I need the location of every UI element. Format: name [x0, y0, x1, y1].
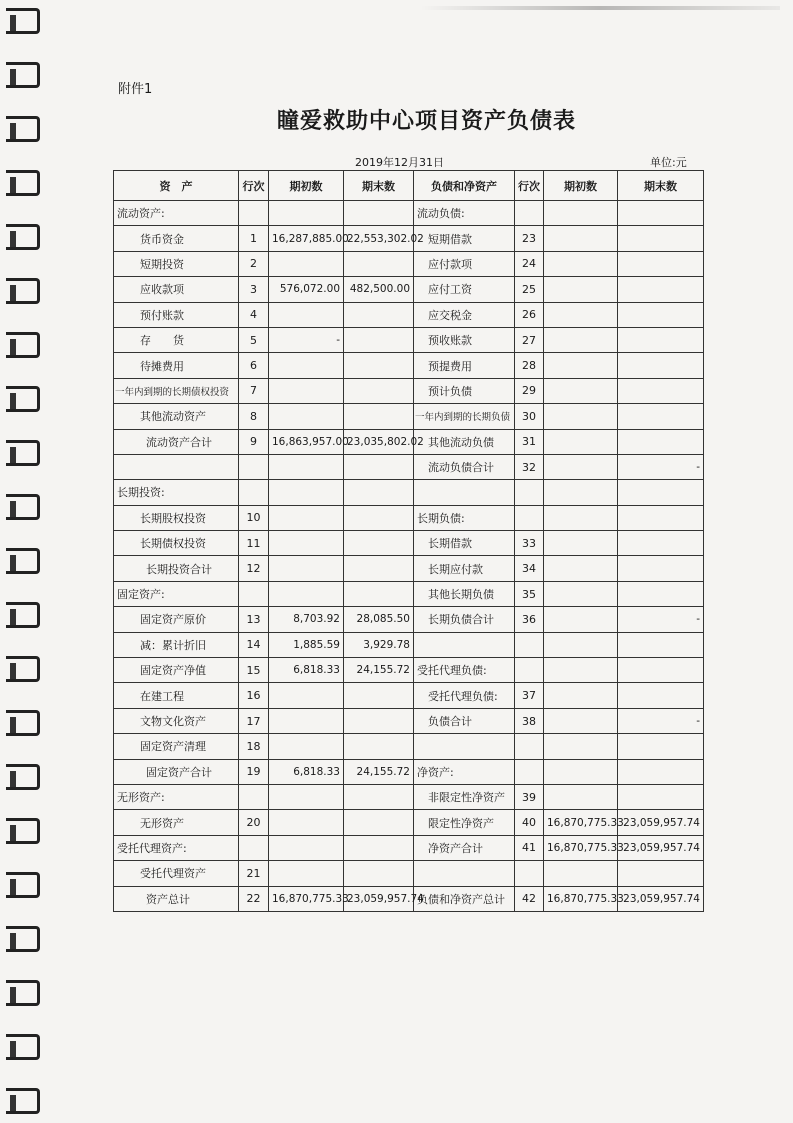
asset-line-no: 5	[239, 327, 269, 352]
asset-end-value	[344, 201, 414, 226]
liability-begin-value	[544, 327, 618, 352]
liability-line-no: 24	[515, 251, 544, 276]
binding-ring	[6, 1034, 40, 1060]
table-row	[114, 632, 704, 657]
liability-begin-value: 16,870,775.33	[544, 810, 618, 835]
asset-end-value	[344, 683, 414, 708]
asset-line-no: 15	[239, 658, 269, 683]
asset-end-value	[344, 404, 414, 429]
table-row	[114, 226, 704, 251]
liability-begin-value	[544, 480, 618, 505]
asset-line-no: 10	[239, 505, 269, 530]
asset-begin-value	[269, 480, 344, 505]
liability-begin-value	[544, 505, 618, 530]
binding-ring	[6, 764, 40, 790]
liability-label: 受托代理负债:	[414, 658, 515, 683]
liability-begin-value	[544, 251, 618, 276]
table-row	[114, 683, 704, 708]
asset-begin-value	[269, 581, 344, 606]
asset-label: 长期投资:	[114, 480, 239, 505]
scan-smudge	[420, 6, 780, 10]
liability-label: 预收账款	[414, 327, 515, 352]
asset-end-value	[344, 302, 414, 327]
asset-begin-value: 6,818.33	[269, 658, 344, 683]
asset-line-no: 22	[239, 886, 269, 911]
liability-begin-value	[544, 658, 618, 683]
asset-label: 固定资产:	[114, 581, 239, 606]
liability-label: 负债合计	[414, 708, 515, 733]
liability-begin-value	[544, 378, 618, 403]
liability-line-no: 26	[515, 302, 544, 327]
asset-begin-value	[269, 353, 344, 378]
currency-unit: 单位:元	[650, 156, 687, 169]
table-row	[114, 302, 704, 327]
asset-label: 资产总计	[114, 886, 239, 911]
asset-begin-value: 1,885.59	[269, 632, 344, 657]
asset-begin-value	[269, 454, 344, 479]
balance-sheet-table	[113, 170, 704, 912]
liability-line-no: 25	[515, 277, 544, 302]
table-row	[114, 784, 704, 809]
asset-line-no: 4	[239, 302, 269, 327]
binding-ring	[6, 386, 40, 412]
binding-ring	[6, 926, 40, 952]
liability-begin-value	[544, 632, 618, 657]
liability-end-value	[618, 556, 704, 581]
liability-begin-value	[544, 201, 618, 226]
liability-end-value: 23,059,957.74	[618, 886, 704, 911]
liability-begin-value	[544, 861, 618, 886]
table-row	[114, 201, 704, 226]
liability-line-no	[515, 201, 544, 226]
asset-end-value: 28,085.50	[344, 607, 414, 632]
liability-begin-value	[544, 556, 618, 581]
spiral-binding	[0, 0, 50, 1123]
liability-begin-value	[544, 302, 618, 327]
asset-begin-value	[269, 404, 344, 429]
binding-ring	[6, 980, 40, 1006]
liability-line-no: 41	[515, 835, 544, 860]
liability-end-value: 23,059,957.74	[618, 835, 704, 860]
asset-line-no: 1	[239, 226, 269, 251]
header-line-no-2: 行次	[515, 171, 544, 201]
asset-line-no: 3	[239, 277, 269, 302]
liability-label: 应付款项	[414, 251, 515, 276]
asset-line-no	[239, 835, 269, 860]
table-row	[114, 327, 704, 352]
asset-line-no: 12	[239, 556, 269, 581]
asset-label: 长期投资合计	[114, 556, 239, 581]
asset-label: 固定资产合计	[114, 759, 239, 784]
asset-begin-value	[269, 201, 344, 226]
liability-line-no	[515, 861, 544, 886]
asset-label: 其他流动资产	[114, 404, 239, 429]
asset-label: 存 货	[114, 327, 239, 352]
binding-ring	[6, 1088, 40, 1114]
asset-end-value	[344, 378, 414, 403]
liability-label	[414, 632, 515, 657]
liability-label: 预提费用	[414, 353, 515, 378]
asset-label: 固定资产清理	[114, 734, 239, 759]
asset-end-value	[344, 454, 414, 479]
asset-end-value: 24,155.72	[344, 759, 414, 784]
binding-ring	[6, 494, 40, 520]
liability-line-no	[515, 505, 544, 530]
asset-label: 待摊费用	[114, 353, 239, 378]
asset-end-value	[344, 810, 414, 835]
asset-line-no: 19	[239, 759, 269, 784]
asset-line-no: 9	[239, 429, 269, 454]
report-date: 2019年12月31日	[355, 156, 444, 169]
header-end: 期末数	[344, 171, 414, 201]
header-begin: 期初数	[269, 171, 344, 201]
liability-begin-value: 16,870,775.33	[544, 835, 618, 860]
liability-end-value	[618, 759, 704, 784]
liability-line-no: 34	[515, 556, 544, 581]
binding-ring	[6, 62, 40, 88]
liability-line-no: 38	[515, 708, 544, 733]
asset-begin-value: 16,863,957.00	[269, 429, 344, 454]
asset-line-no: 7	[239, 378, 269, 403]
asset-label: 流动资产:	[114, 201, 239, 226]
asset-end-value	[344, 734, 414, 759]
binding-ring	[6, 548, 40, 574]
asset-begin-value: 16,287,885.00	[269, 226, 344, 251]
liability-line-no: 39	[515, 784, 544, 809]
table-row	[114, 886, 704, 911]
liability-line-no	[515, 632, 544, 657]
asset-end-value: 3,929.78	[344, 632, 414, 657]
liability-begin-value	[544, 784, 618, 809]
asset-begin-value	[269, 251, 344, 276]
asset-label: 受托代理资产:	[114, 835, 239, 860]
asset-end-value	[344, 784, 414, 809]
table-row	[114, 404, 704, 429]
liability-line-no: 28	[515, 353, 544, 378]
liability-label: 非限定性净资产	[414, 784, 515, 809]
asset-begin-value	[269, 734, 344, 759]
asset-begin-value	[269, 810, 344, 835]
liability-label: 短期借款	[414, 226, 515, 251]
liability-label: 净资产合计	[414, 835, 515, 860]
asset-begin-value	[269, 378, 344, 403]
liability-end-value	[618, 531, 704, 556]
binding-ring	[6, 818, 40, 844]
table-row	[114, 454, 704, 479]
asset-begin-value: -	[269, 327, 344, 352]
liability-end-value	[618, 658, 704, 683]
table-row	[114, 429, 704, 454]
asset-label	[114, 454, 239, 479]
table-row	[114, 708, 704, 733]
asset-begin-value	[269, 505, 344, 530]
liability-label: 长期负债合计	[414, 607, 515, 632]
liability-end-value	[618, 378, 704, 403]
liability-line-no	[515, 759, 544, 784]
liability-label: 流动负债:	[414, 201, 515, 226]
asset-label: 减：累计折旧	[114, 632, 239, 657]
asset-line-no: 2	[239, 251, 269, 276]
header-liabilities: 负债和净资产	[414, 171, 515, 201]
liability-end-value	[618, 683, 704, 708]
table-row	[114, 277, 704, 302]
table-row	[114, 607, 704, 632]
asset-label: 应收款项	[114, 277, 239, 302]
asset-line-no	[239, 784, 269, 809]
liability-begin-value	[544, 404, 618, 429]
asset-label: 货币资金	[114, 226, 239, 251]
table-row	[114, 810, 704, 835]
attachment-label: 附件1	[118, 82, 153, 97]
asset-line-no: 14	[239, 632, 269, 657]
liability-begin-value	[544, 226, 618, 251]
asset-label: 长期债权投资	[114, 531, 239, 556]
asset-line-no: 18	[239, 734, 269, 759]
asset-end-value: 23,059,957.74	[344, 886, 414, 911]
liability-end-value: -	[618, 607, 704, 632]
asset-label: 无形资产	[114, 810, 239, 835]
asset-label: 预付账款	[114, 302, 239, 327]
table-header-row	[114, 171, 704, 201]
asset-begin-value: 8,703.92	[269, 607, 344, 632]
liability-begin-value	[544, 683, 618, 708]
liability-line-no	[515, 734, 544, 759]
asset-label: 受托代理资产	[114, 861, 239, 886]
asset-begin-value	[269, 683, 344, 708]
liability-label: 长期负债:	[414, 505, 515, 530]
liability-end-value	[618, 302, 704, 327]
liability-end-value	[618, 327, 704, 352]
asset-end-value	[344, 581, 414, 606]
asset-begin-value	[269, 708, 344, 733]
header-end-2: 期末数	[618, 171, 704, 201]
asset-begin-value: 576,072.00	[269, 277, 344, 302]
liability-begin-value	[544, 734, 618, 759]
table-row	[114, 505, 704, 530]
liability-end-value	[618, 201, 704, 226]
asset-begin-value	[269, 556, 344, 581]
liability-line-no: 31	[515, 429, 544, 454]
asset-line-no	[239, 201, 269, 226]
liability-line-no: 23	[515, 226, 544, 251]
asset-line-no	[239, 581, 269, 606]
asset-line-no	[239, 480, 269, 505]
header-begin-2: 期初数	[544, 171, 618, 201]
asset-label: 固定资产原价	[114, 607, 239, 632]
liability-label	[414, 480, 515, 505]
binding-ring	[6, 224, 40, 250]
liability-begin-value	[544, 277, 618, 302]
asset-line-no: 20	[239, 810, 269, 835]
liability-label: 应交税金	[414, 302, 515, 327]
asset-label: 无形资产:	[114, 784, 239, 809]
table-row	[114, 353, 704, 378]
liability-end-value	[618, 480, 704, 505]
asset-end-value	[344, 861, 414, 886]
asset-begin-value	[269, 861, 344, 886]
liability-end-value: 23,059,957.74	[618, 810, 704, 835]
asset-label: 固定资产净值	[114, 658, 239, 683]
table-row	[114, 581, 704, 606]
asset-end-value	[344, 505, 414, 530]
table-row	[114, 861, 704, 886]
binding-ring	[6, 440, 40, 466]
table-row	[114, 658, 704, 683]
table-row	[114, 251, 704, 276]
liability-label: 长期借款	[414, 531, 515, 556]
liability-line-no: 32	[515, 454, 544, 479]
liability-label: 应付工资	[414, 277, 515, 302]
binding-ring	[6, 332, 40, 358]
table-row	[114, 734, 704, 759]
liability-label: 受托代理负债:	[414, 683, 515, 708]
liability-end-value	[618, 784, 704, 809]
liability-line-no	[515, 658, 544, 683]
asset-label: 短期投资	[114, 251, 239, 276]
liability-line-no: 42	[515, 886, 544, 911]
table-row	[114, 378, 704, 403]
asset-line-no: 21	[239, 861, 269, 886]
liability-end-value	[618, 505, 704, 530]
table-row	[114, 759, 704, 784]
liability-line-no: 35	[515, 581, 544, 606]
liability-line-no: 33	[515, 531, 544, 556]
asset-end-value	[344, 480, 414, 505]
liability-end-value	[618, 861, 704, 886]
asset-begin-value	[269, 531, 344, 556]
asset-line-no: 17	[239, 708, 269, 733]
asset-line-no: 13	[239, 607, 269, 632]
binding-ring	[6, 710, 40, 736]
liability-line-no: 40	[515, 810, 544, 835]
asset-end-value: 482,500.00	[344, 277, 414, 302]
liability-begin-value	[544, 708, 618, 733]
table-row	[114, 480, 704, 505]
asset-begin-value	[269, 835, 344, 860]
liability-end-value	[618, 632, 704, 657]
liability-begin-value	[544, 581, 618, 606]
asset-line-no: 8	[239, 404, 269, 429]
asset-label: 一年内到期的长期债权投资	[114, 378, 239, 403]
liability-end-value	[618, 226, 704, 251]
header-assets: 资 产	[114, 171, 239, 201]
liability-line-no: 37	[515, 683, 544, 708]
liability-label: 长期应付款	[414, 556, 515, 581]
liability-begin-value	[544, 531, 618, 556]
liability-label: 负债和净资产总计	[414, 886, 515, 911]
liability-line-no	[515, 480, 544, 505]
liability-end-value: -	[618, 708, 704, 733]
liability-end-value	[618, 277, 704, 302]
liability-line-no: 27	[515, 327, 544, 352]
asset-begin-value	[269, 784, 344, 809]
asset-end-value	[344, 556, 414, 581]
asset-label: 流动资产合计	[114, 429, 239, 454]
liability-end-value	[618, 353, 704, 378]
liability-begin-value	[544, 353, 618, 378]
asset-end-value: 22,553,302.02	[344, 226, 414, 251]
liability-line-no: 30	[515, 404, 544, 429]
header-line-no: 行次	[239, 171, 269, 201]
liability-end-value: -	[618, 454, 704, 479]
asset-end-value	[344, 251, 414, 276]
liability-end-value	[618, 734, 704, 759]
asset-end-value	[344, 353, 414, 378]
liability-label: 其他长期负债	[414, 581, 515, 606]
liability-end-value	[618, 581, 704, 606]
asset-line-no	[239, 454, 269, 479]
asset-end-value: 24,155.72	[344, 658, 414, 683]
liability-begin-value	[544, 429, 618, 454]
liability-begin-value	[544, 759, 618, 784]
asset-end-value	[344, 835, 414, 860]
page-title: 瞳爱救助中心项目资产负债表	[276, 109, 576, 134]
asset-label: 长期股权投资	[114, 505, 239, 530]
binding-ring	[6, 602, 40, 628]
liability-label	[414, 734, 515, 759]
asset-end-value	[344, 327, 414, 352]
asset-line-no: 11	[239, 531, 269, 556]
asset-end-value	[344, 708, 414, 733]
asset-end-value: 23,035,802.02	[344, 429, 414, 454]
asset-line-no: 6	[239, 353, 269, 378]
liability-line-no: 36	[515, 607, 544, 632]
binding-ring	[6, 170, 40, 196]
asset-end-value	[344, 531, 414, 556]
liability-label: 其他流动负债	[414, 429, 515, 454]
liability-end-value	[618, 251, 704, 276]
liability-begin-value	[544, 607, 618, 632]
binding-ring	[6, 656, 40, 682]
liability-label	[414, 861, 515, 886]
liability-label: 预计负债	[414, 378, 515, 403]
asset-begin-value: 6,818.33	[269, 759, 344, 784]
table-row	[114, 531, 704, 556]
liability-label: 净资产:	[414, 759, 515, 784]
asset-label: 在建工程	[114, 683, 239, 708]
liability-label: 限定性净资产	[414, 810, 515, 835]
asset-begin-value: 16,870,775.33	[269, 886, 344, 911]
liability-label: 流动负债合计	[414, 454, 515, 479]
table-row	[114, 556, 704, 581]
liability-begin-value	[544, 454, 618, 479]
binding-ring	[6, 8, 40, 34]
liability-label: 一年内到期的长期负债	[414, 404, 515, 429]
asset-begin-value	[269, 302, 344, 327]
binding-ring	[6, 872, 40, 898]
liability-end-value	[618, 404, 704, 429]
liability-line-no: 29	[515, 378, 544, 403]
liability-begin-value: 16,870,775.33	[544, 886, 618, 911]
liability-end-value	[618, 429, 704, 454]
table-row	[114, 835, 704, 860]
binding-ring	[6, 278, 40, 304]
asset-line-no: 16	[239, 683, 269, 708]
asset-label: 文物文化资产	[114, 708, 239, 733]
